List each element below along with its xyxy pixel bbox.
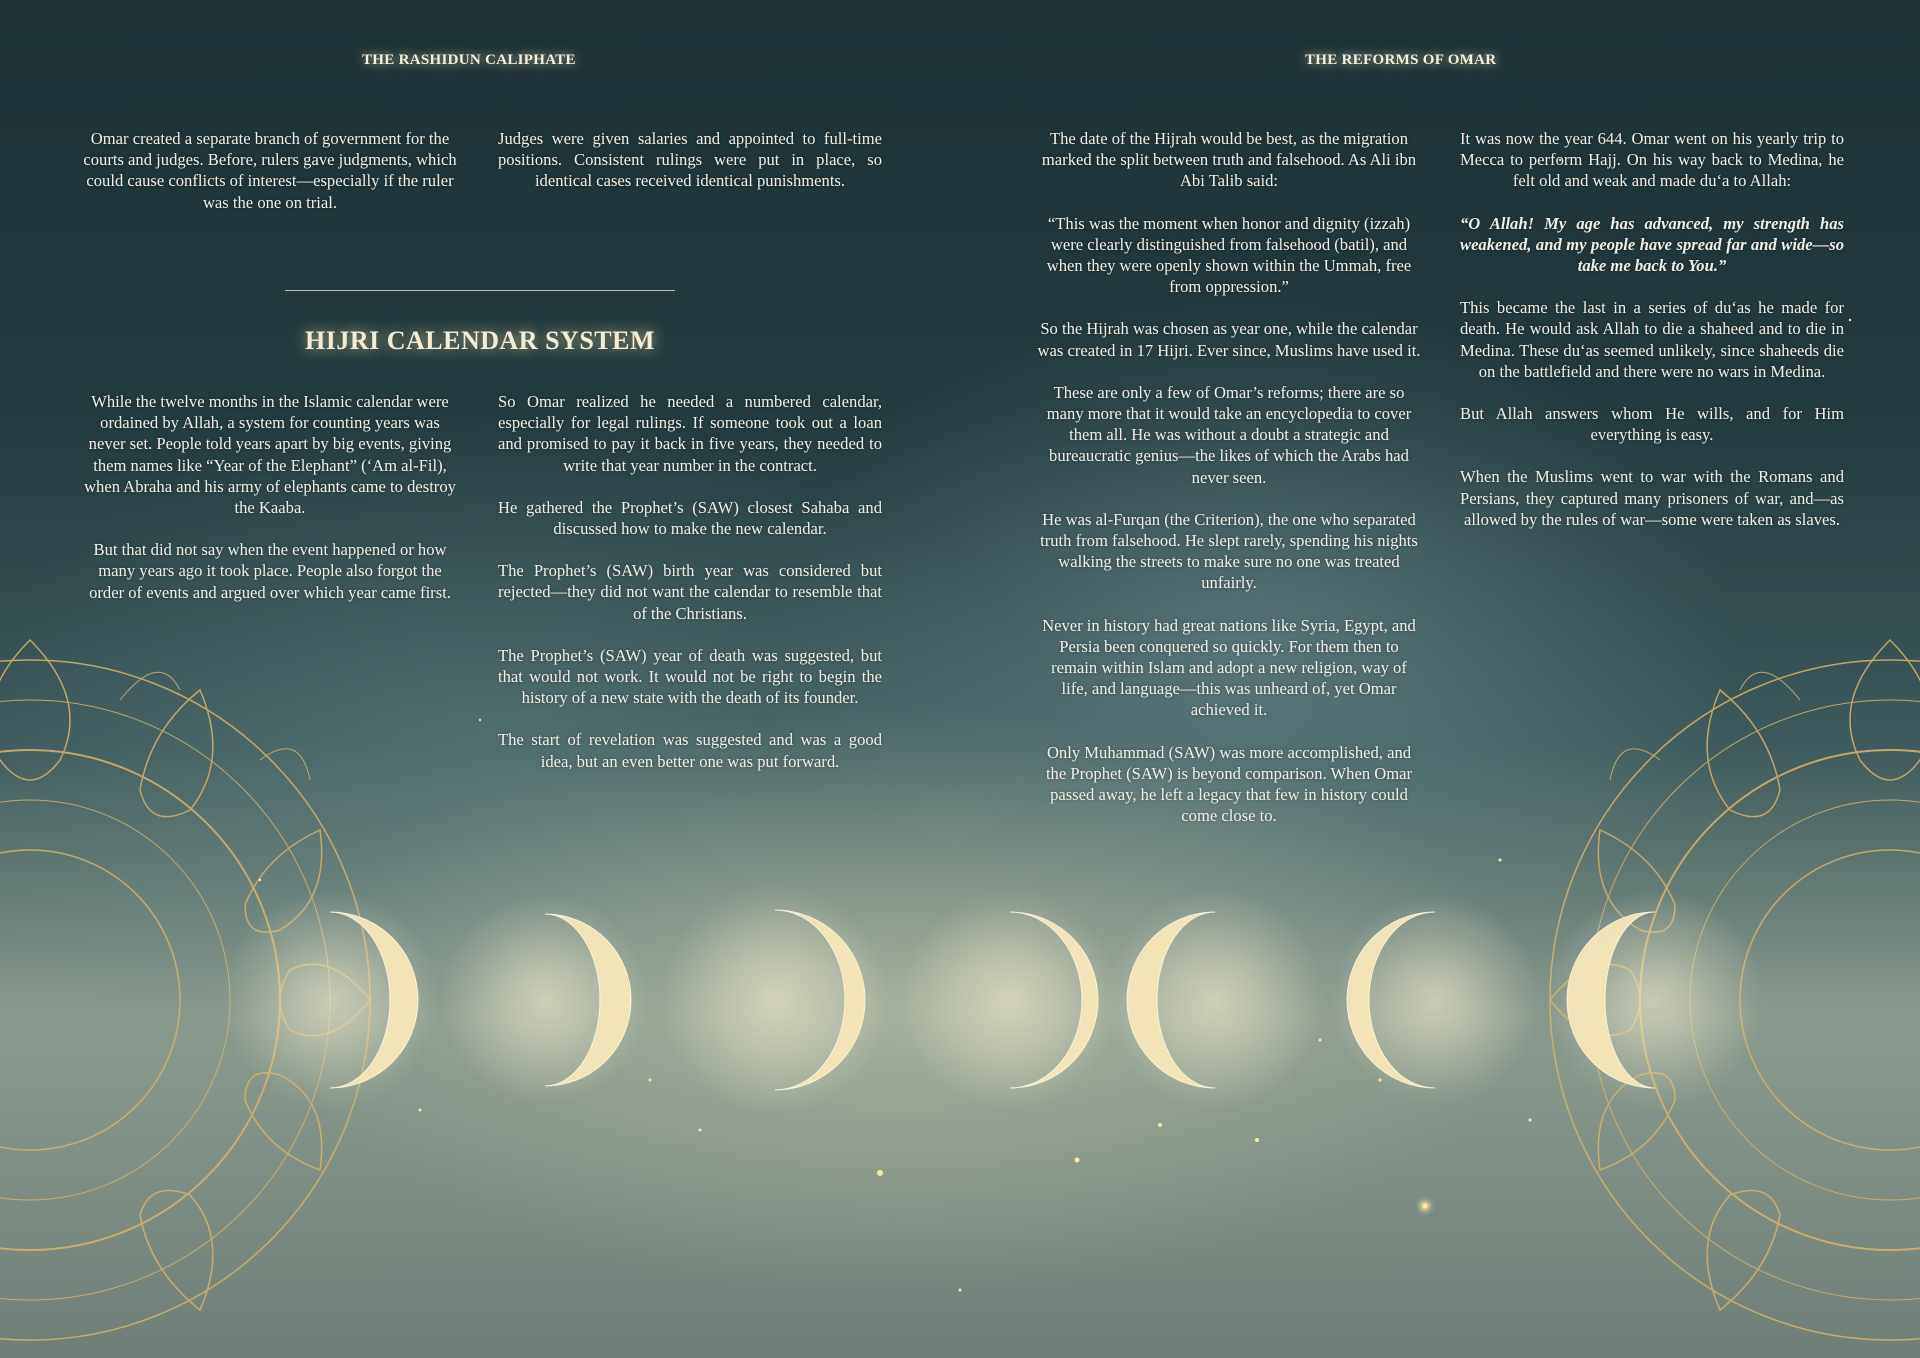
paragraph: The start of revelation was suggested and was a good idea, but an even better one was put forward. — [498, 730, 882, 771]
paragraph: He gathered the Prophet’s (SAW) closest Sahaba and discussed how to make the new calendar. — [498, 497, 882, 539]
right-col2 — [1460, 128, 1844, 551]
section-title: HIJRI CALENDAR SYSTEM — [305, 326, 655, 355]
paragraph: While the twelve months in the Islamic calendar were ordained by Allah, a system for counting years was never set. People told years apart by big events, giving them names like “Year of the Elephant” (‘Am al-Fil), when Abraha and his army of elephants came to destroy the Kaaba. — [84, 392, 456, 518]
paragraph: Only Muhammad (SAW) was more accomplished, and the Prophet (SAW) is beyond comparison. When Omar passed away, he left a legacy that few in history could come close to. — [1045, 742, 1413, 826]
moon-glows — [220, 885, 1765, 1115]
paragraph: The Prophet’s (SAW) year of death was suggested, but that would not work. It would not be right to begin the history of a new state with the death of its founder. — [498, 645, 882, 708]
paragraph: These are only a few of Omar’s reforms; there are so many more that it would take an encyclopedia to cover them all. He was without a doubt a strategic and bureaucratic genius—the likes of which the Arabs had never seen. — [1046, 382, 1412, 487]
left-col2-bottom — [498, 391, 882, 793]
quote-paragraph: “This was the moment when honor and dignity (izzah) were clearly distinguished from falsehood (batil), and when they were openly shown within the Ummah, free from oppression.” — [1046, 213, 1412, 297]
paragraph: So Omar realized he needed a numbered calendar, especially for legal rulings. If someone took out a loan and promised to pay it back in five years, they needed to write that year number in the contract. — [498, 392, 882, 475]
paragraph: It was now the year 644. Omar went on his yearly trip to Mecca to perform Hajj. On his way back to Medina, he felt old and weak and made du‘a to Allah: — [1460, 129, 1844, 191]
paragraph: But Allah answers whom He wills, and for Him everything is easy. — [1460, 404, 1844, 445]
left-col2-top — [498, 128, 882, 213]
running-head-right: THE REFORMS OF OMAR — [1305, 52, 1497, 68]
dua-quote: “O Allah! My age has advanced, my strength has weakened, and my people have spread far and wide—so take me back to You.” — [1460, 213, 1844, 276]
paragraph: This became the last in a series of du‘as he made for death. He would ask Allah to die a shaheed and to die in Medina. These du‘as seemed unlikely, since shaheeds die on the battlefield and there were no wars in Medina. — [1460, 298, 1844, 381]
right-col1 — [1036, 128, 1422, 847]
paragraph: The date of the Hijrah would be best, as the migration marked the split between truth and falsehood. As Ali ibn Abi Talib said: — [1041, 129, 1417, 191]
paragraph: When the Muslims went to war with the Romans and Persians, they captured many prisoners of war, and—as allowed by the rules of war—some were taken as slaves. — [1460, 467, 1844, 529]
left-col1-bottom — [80, 391, 460, 624]
paragraph: The Prophet’s (SAW) birth year was considered but rejected—they did not want the calendar to resemble that of the Christians. — [498, 561, 882, 623]
paragraph: Judges were given salaries and appointed to full-time positions. Consistent rulings were put in place, so identical cases received identical punishments. — [498, 129, 882, 191]
running-head-left: THE RASHIDUN CALIPHATE — [362, 52, 576, 68]
paragraph: But that did not say when the event happened or how many years ago it took place. People also forgot the order of events and argued over which year came first. — [89, 540, 451, 602]
section-divider — [285, 290, 675, 291]
paragraph: Never in history had great nations like Syria, Egypt, and Persia been conquered so quickly. For them then to remain within Islam and adopt a new religion, way of life, and language—this was unheard of, yet Omar achieved it. — [1042, 615, 1416, 720]
paragraph: Omar created a separate branch of government for the courts and judges. Before, rulers gave judgments, which could cause conflicts of interest—especially if the ruler was the one on trial. — [83, 129, 457, 212]
paragraph: He was al-Furqan (the Criterion), the one who separated truth from falsehood. He slept rarely, spending his nights walking the streets to make sure no one was treated unfairly. — [1040, 509, 1418, 593]
left-col1-top — [80, 128, 460, 234]
paragraph: So the Hijrah was chosen as year one, while the calendar was created in 17 Hijri. Ever since, Muslims have used it. — [1037, 319, 1421, 360]
